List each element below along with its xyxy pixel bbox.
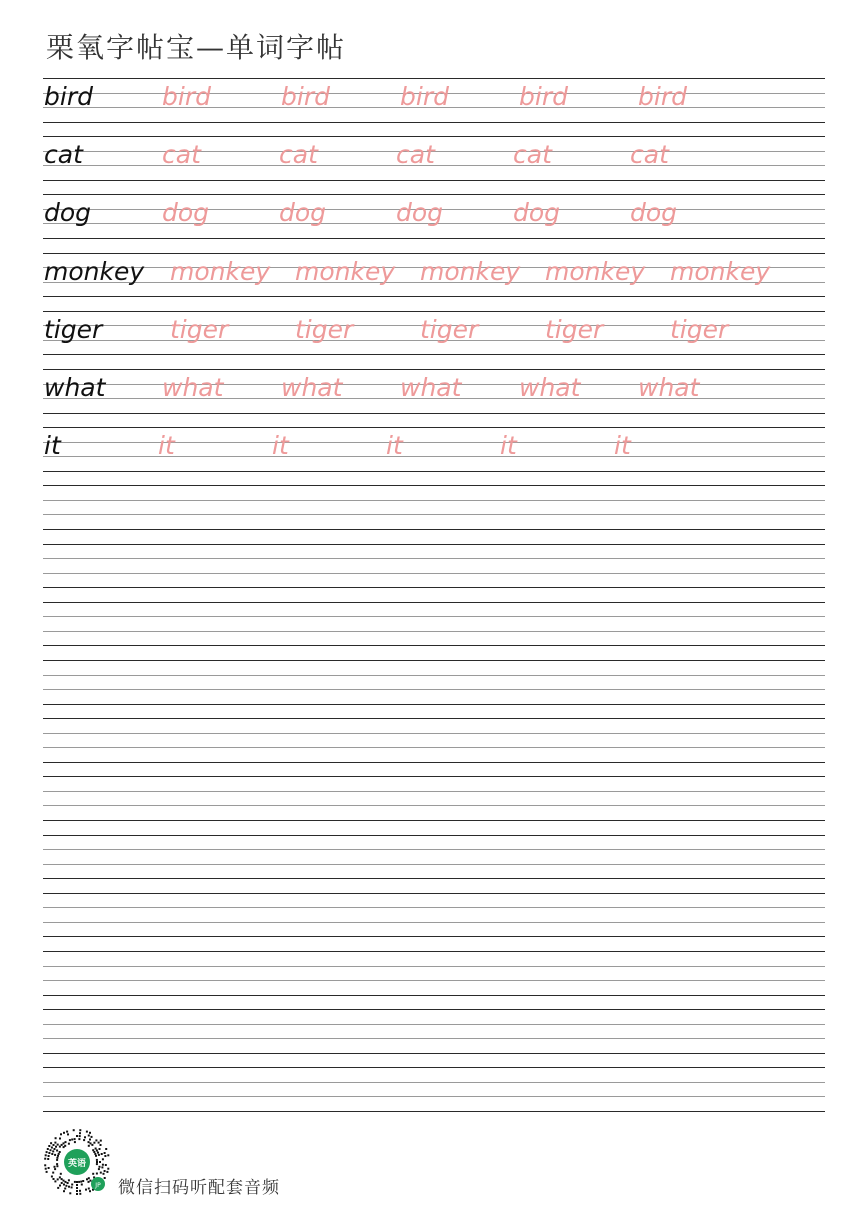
trace-word: monkey (420, 256, 521, 286)
ruled-line (43, 602, 825, 603)
ruled-line (43, 1082, 825, 1083)
practice-word: tiger (44, 314, 103, 344)
ruled-line (43, 194, 825, 195)
ruled-line (43, 791, 825, 792)
practice-word: what (44, 373, 106, 402)
ruled-line (43, 180, 825, 181)
page-title: 栗氧字帖宝—单词字帖 (46, 31, 347, 64)
trace-word: dog (279, 198, 327, 228)
practice-word: cat (44, 140, 83, 170)
trace-word: monkey (170, 256, 271, 286)
trace-word: what (519, 373, 581, 402)
ruled-line (43, 980, 825, 981)
trace-word: cat (279, 140, 318, 170)
trace-word: cat (396, 140, 435, 170)
ruled-line (43, 238, 825, 239)
ruled-line (43, 718, 825, 719)
ruled-line (43, 1024, 825, 1025)
ruled-line (43, 529, 825, 530)
trace-word: it (386, 431, 403, 461)
trace-word: bird (281, 82, 330, 111)
trace-word: cat (162, 140, 201, 170)
trace-word: dog (630, 198, 678, 228)
qr-code-icon[interactable] (42, 1127, 112, 1197)
ruled-line (43, 514, 825, 515)
trace-word: tiger (170, 314, 229, 344)
trace-word: dog (513, 198, 561, 228)
ruled-line (43, 253, 825, 254)
ruled-line (43, 369, 825, 370)
trace-word: bird (400, 82, 449, 111)
ruled-line (43, 544, 825, 545)
ruled-line (43, 1009, 825, 1010)
ruled-line (43, 573, 825, 574)
ruled-line (43, 878, 825, 879)
ruled-line (43, 1111, 825, 1112)
ruled-line (43, 747, 825, 748)
trace-word: tiger (545, 314, 604, 344)
ruled-line (43, 354, 825, 355)
practice-word: monkey (44, 256, 145, 286)
ruled-line (43, 733, 825, 734)
trace-word: tiger (295, 314, 354, 344)
ruled-line (43, 645, 825, 646)
ruled-line (43, 704, 825, 705)
ruled-line (43, 907, 825, 908)
ruled-line (43, 1038, 825, 1039)
trace-word: bird (519, 82, 568, 111)
ruled-line (43, 675, 825, 676)
ruled-line (43, 311, 825, 312)
ruled-line (43, 471, 825, 472)
trace-word: cat (513, 140, 552, 170)
ruled-line (43, 995, 825, 996)
ruled-line (43, 776, 825, 777)
trace-word: bird (638, 82, 687, 111)
ruled-line (43, 762, 825, 763)
ruled-line (43, 558, 825, 559)
trace-word: it (614, 431, 631, 461)
ruled-line (43, 1067, 825, 1068)
ruled-line (43, 427, 825, 428)
trace-word: dog (396, 198, 444, 228)
ruled-line (43, 951, 825, 952)
ruled-line (43, 485, 825, 486)
ruled-line (43, 296, 825, 297)
qr-badge-label: 英语 (67, 1159, 87, 1169)
ruled-line (43, 835, 825, 836)
practice-word: it (44, 431, 61, 461)
ruled-line (43, 966, 825, 967)
practice-word: dog (44, 198, 92, 228)
ruled-line (43, 922, 825, 923)
ruled-line (43, 1053, 825, 1054)
ruled-line (43, 660, 825, 661)
ruled-line (43, 78, 825, 79)
trace-word: what (400, 373, 462, 402)
trace-word: what (638, 373, 700, 402)
trace-word: tiger (420, 314, 479, 344)
ruled-line (43, 936, 825, 937)
trace-word: it (158, 431, 175, 461)
ruled-line (43, 413, 825, 414)
ruled-line (43, 122, 825, 123)
ruled-line (43, 631, 825, 632)
trace-word: what (281, 373, 343, 402)
trace-word: monkey (670, 256, 771, 286)
practice-word: bird (44, 82, 93, 111)
trace-word: it (272, 431, 289, 461)
ruled-line (43, 500, 825, 501)
ruled-line (43, 587, 825, 588)
trace-word: monkey (295, 256, 396, 286)
ruled-line (43, 1096, 825, 1097)
ruled-line (43, 689, 825, 690)
qr-caption: 微信扫码听配套音频 (118, 1178, 280, 1198)
trace-word: what (162, 373, 224, 402)
ruled-line (43, 136, 825, 137)
qr-mark-label: JP (95, 1182, 101, 1189)
trace-word: monkey (545, 256, 646, 286)
ruled-line (43, 805, 825, 806)
ruled-line (43, 893, 825, 894)
ruled-line (43, 820, 825, 821)
ruled-line (43, 616, 825, 617)
trace-word: bird (162, 82, 211, 111)
trace-word: dog (162, 198, 210, 228)
trace-word: it (500, 431, 517, 461)
ruled-line (43, 864, 825, 865)
trace-word: cat (630, 140, 669, 170)
ruled-line (43, 849, 825, 850)
trace-word: tiger (670, 314, 729, 344)
